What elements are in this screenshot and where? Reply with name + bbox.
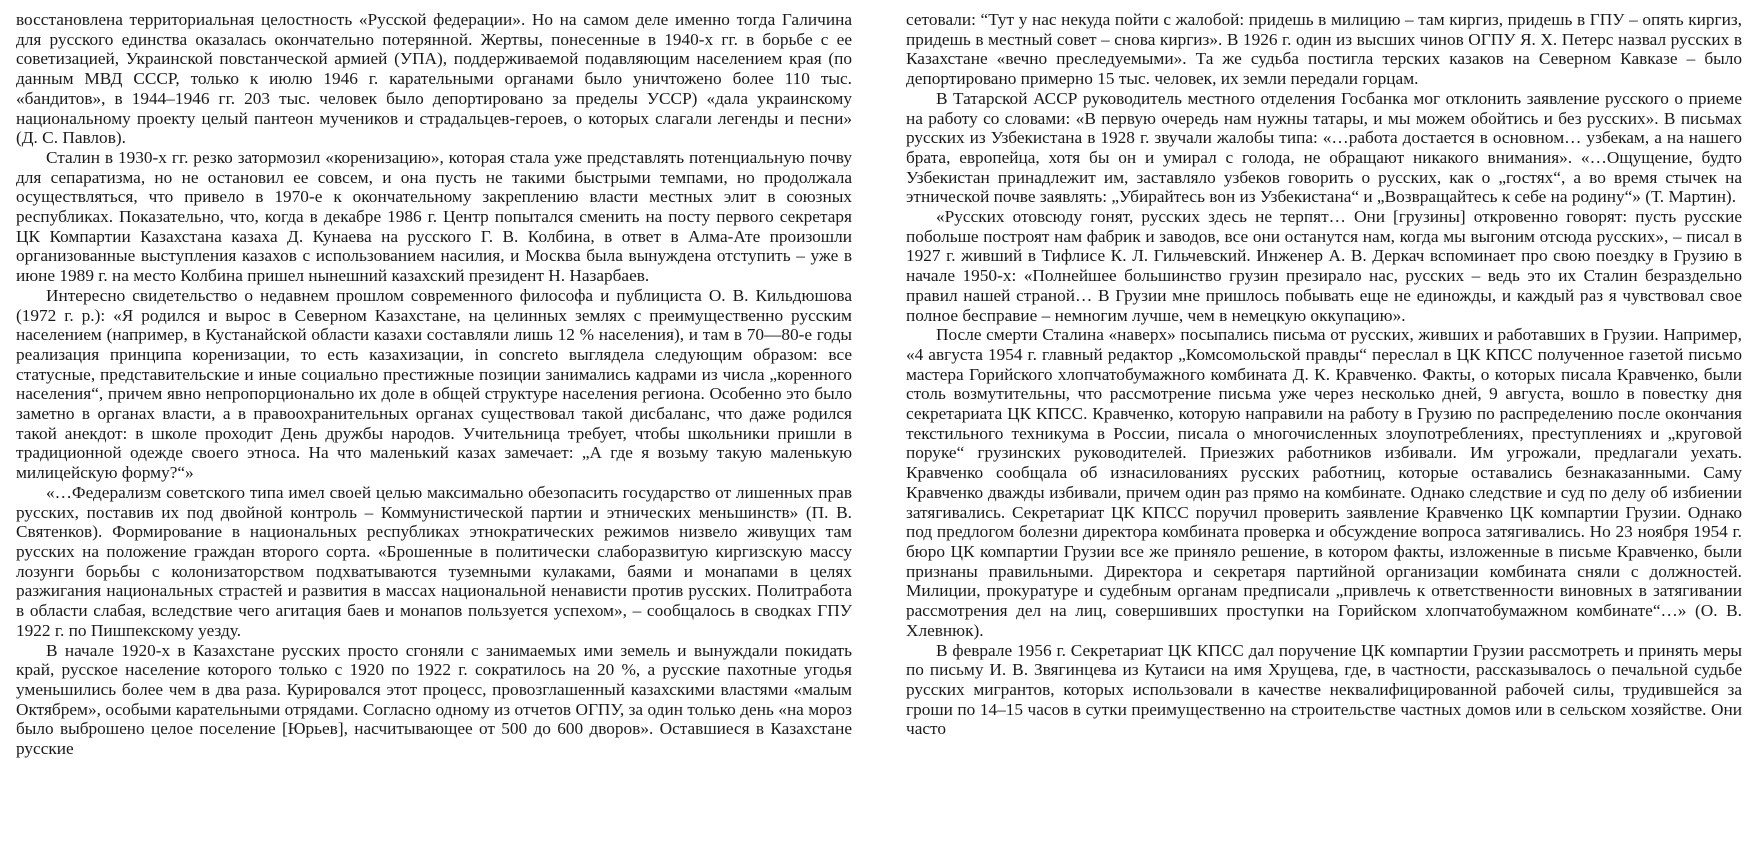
paragraph: После смерти Сталина «наверх» посыпались письма от русских, живших и работавших в Грузии. Например, «4 августа 1954 г. главный редактор „Комсомольской правды“ переслал в ЦК КПСС полученное газетой письмо мастера Горийского хлопчатобумажного комбината Д. К. Кравченко. Факты, о которых писала Кравченко, были столь возмутительны, что рассмотрение письма уже через несколько дней, 9 августа, вошло в повестку дня секретариата ЦК КПСС. Кравченко, которую направили на работу в Грузию по распределению после окончания текстильного техникума в России, писала о многочисленных злоупотреблениях, преступлениях и „круговой поруке“ грузинских руководителей. Приезжих работников избивали. Им угрожали, предлагали уехать. Кравченко сообщала об изнасилованиях русских работниц, которые оставались безнаказанными. Саму Кравченко дважды избивали, причем один раз прямо на комбинате. Однако следствие и суд по делу об избиении затягивались. Секретариат ЦК КПСС поручил проверить заявление Кравченко ЦК компартии Грузии. Однако под предлогом болезни директора комбината проверка и обсуждение вопроса затягивались. Но 23 ноября 1954 г. бюро ЦК компартии Грузии все же приняло решение, в котором факты, изложенные в письме Кравченко, были признаны правильными. Директора и секретаря партийной организации комбината сняли с должностей. Милиции, прокуратуре и судебным органам предписали „привлечь к ответственности виновных в затягивании рассмотрения дел на лиц, совершивших проступки на Горийском хлопчатобумажном комбинате“…» (О. В. Хлевнюк). [906, 325, 1742, 640]
paragraph: В феврале 1956 г. Секретариат ЦК КПСС дал поручение ЦК компартии Грузии рассмотреть и принять меры по письму И. В. Звягинцева из Кутаиси на имя Хрущева, где, в частности, рассказывалось о печальной судьбе русских мигрантов, которых использовали в качестве неквалифицированной рабочей силы, трудившейся за гроши по 14–15 часов в сутки преимущественно на строительстве частных домов или в сельском хозяйстве. Они часто [906, 640, 1742, 739]
paragraph: Интересно свидетельство о недавнем прошлом современного философа и публициста О. В. Кильдюшова (1972 г. р.): «Я родился и вырос в Северном Казахстане, на целинных землях с преимущественно русским населением (например, в Кустанайской области казахи составляли лишь 12 % населения), и там в 70—80-е годы реализация принципа коренизации, то есть казахизации, in concreto выглядела следующим образом: все статусные, представительские и иные социально престижные позиции занимались кадрами из числа „коренного населения“, причем явно непропорционально их доле в общей структуре населения региона. Особенно это было заметно в органах власти, а в правоохранительных органах существовал такой дисбаланс, что даже родился такой анекдот: в школе проходит День дружбы народов. Учительница требует, чтобы школьники пришли в традиционной одежде своего этноса. На что маленький казах замечает: „А где я возьму такую маленькую милицейскую форму?“» [16, 285, 852, 483]
paragraph: «Русских отовсюду гонят, русских здесь не терпят… Они [грузины] откровенно говорят: пусть русские побольше построят нам фабрик и заводов, все они останутся нам, когда мы выгоним отсюда русских», – писал в 1927 г. живший в Тифлисе К. Л. Гильчевский. Инженер А. В. Деркач вспоминает про свою поездку в Грузию в начале 1950-х: «Полнейшее большинство грузин презирало нас, русских – ведь это их Сталин безраздельно правил нашей страной… В Грузии мне пришлось побывать еще не единожды, и каждый раз я чувствовал свое полное бесправие – немногим лучше, чем в немецкую оккупацию». [906, 207, 1742, 325]
left-column [16, 10, 852, 866]
paragraph: восстановлена территориальная целостность «Русской федерации». Но на самом деле именно тогда Галичина для русского единства оказалась окончательно потерянной. Жертвы, понесенные в 1940-х гг. в борьбе с ее советизацией, Украинской повстанческой армией (УПА), поддерживаемой подавляющим населением края (по данным МВД СССР, только к июлю 1946 г. карательными органами было уничтожено более 110 тыс. «бандитов», в 1944–1946 гг. 203 тыс. человек было депортировано за пределы УССР) «дала украинскому национальному проекту целый пантеон мучеников и страдальцев-героев, о которых слагали легенды и песни» (Д. С. Павлов). [16, 10, 852, 148]
paragraph: сетовали: “Тут у нас некуда пойти с жалобой: придешь в милицию – там киргиз, придешь в ГПУ – опять киргиз, придешь в местный совет – снова киргиз». В 1926 г. один из высших чинов ОГПУ Я. Х. Петерс назвал русских в Казахстане «вечно преследуемыми». Та же судьба постигла терских казаков на Северном Кавказе – было депортировано примерно 15 тыс. человек, их земли передали горцам. [906, 10, 1742, 89]
right-column [906, 10, 1742, 866]
paragraph: «…Федерализм советского типа имел своей целью максимально обезопасить государство от лишенных прав русских, поставив их под двойной контроль – Коммунистической партии и этнических меньшинств» (П. В. Святенков). Формирование в национальных республиках этнократических режимов низвело живущих там русских на положение граждан второго сорта. «Брошенные в политически слаборазвитую киргизскую массу лозунги борьбы с колонизаторством подхватываются туземными кулаками, баями и монапами в целях разжигания национальных страстей и развития в массах национальной ненависти против русских. Политработа в области слабая, вследствие чего агитация баев и монапов пользуется успехом», – сообщалось в сводках ГПУ 1922 г. по Пишпекскому уезду. [16, 482, 852, 640]
paragraph: Сталин в 1930-х гг. резко затормозил «коренизацию», которая стала уже представлять потенциальную почву для сепаратизма, но не остановил ее совсем, и она пусть не такими быстрыми темпами, но продолжала осуществляться, что привело в 1970-е к окончательному закреплению власти местных элит в союзных республиках. Показательно, что, когда в декабре 1986 г. Центр попытался сменить на посту первого секретаря ЦК Компартии Казахстана казаха Д. Кунаева на русского Г. В. Колбина, в ответ в Алма-Ате произошли организованные выступления казахов с использованием насилия, и Москва была вынуждена отступить – уже в июне 1989 г. на место Колбина пришел нынешний казахский президент Н. Назарбаев. [16, 147, 852, 286]
paragraph: В начале 1920-х в Казахстане русских просто сгоняли с занимаемых ими земель и вынуждали покидать край, русское население которого только с 1920 по 1922 г. сократилось на 20 %, а русские пахотные угодья уменьшились более чем в два раза. Курировался этот процесс, провозглашенный казахскими властями «малым Октябрем», особыми карательными отрядами. Согласно одному из отчетов ОГПУ, за один только день «на мороз было выброшено целое поселение [Юрьев], насчитывающее от 500 до 600 дворов». Оставшиеся в Казахстане русские [16, 640, 852, 759]
paragraph: В Татарской АССР руководитель местного отделения Госбанка мог отклонить заявление русского о приеме на работу со словами: «В первую очередь нам нужны татары, и мы можем обойтись и без русских». В письмах русских из Узбекистана в 1928 г. звучали жалобы типа: «…работа достается в основном… узбекам, а на нашего брата, европейца, хотя бы он и умирал с голода, не обращают никакого внимания». «…Ощущение, будто Узбекистан принадлежит им, заставляло узбеков говорить о русских, как о „гостях“, а во время стычек на этнической почве заявлять: „Убирайтесь вон из Узбекистана“ и „Возвращайтесь к себе на родину“» (Т. Мартин). [906, 88, 1742, 207]
